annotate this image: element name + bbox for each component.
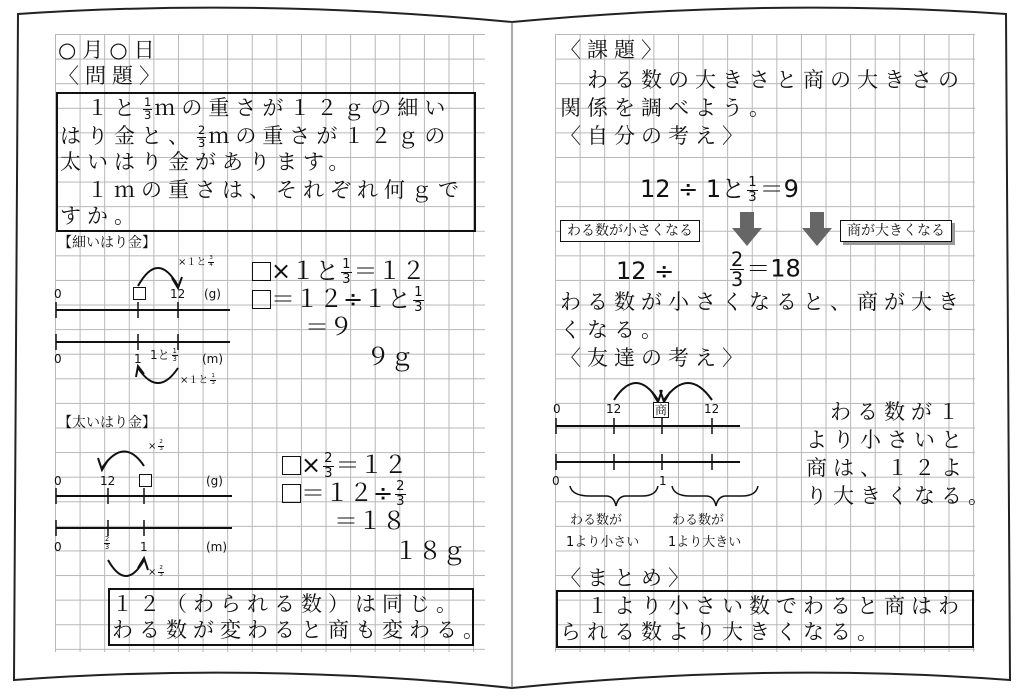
problem-line: １と $\frac{1}{3}$ ｍの重さが１２ｇの細い (60, 94, 452, 122)
axis-value: 12 (606, 402, 622, 416)
own-equation-bottom-right: $\frac{2}{3}$ ＝18 (731, 248, 801, 292)
fraction-one-third: $\frac{1}{3}$ (144, 94, 152, 122)
thick-answer: １８ｇ (394, 537, 466, 565)
own-conclusion-line: くなる。 (560, 318, 668, 342)
axis-zero: 0 (54, 352, 62, 366)
thick-equation-2: ＝１２÷ $\frac{2}{3}$ (282, 480, 408, 508)
axis-value: 12 (170, 287, 186, 301)
friend-text-line: り大きくなる。 (806, 484, 995, 508)
brace-label-left: 1より小さい (566, 535, 640, 550)
quotient-box: 商 (655, 403, 668, 417)
divisor-smaller-tag: わる数が小さくなる (560, 220, 700, 242)
thin-equation-1: ×１と $\frac{1}{3}$ ＝１２ (252, 258, 426, 286)
quotient-larger-tag: 商が大きくなる (840, 220, 952, 242)
brace-label-left: わる数が (570, 513, 623, 528)
thick-arrow-label-top: × $\frac{2}{3}$ (148, 439, 163, 452)
axis-unit: (m) (206, 540, 228, 554)
axis-zero: 0 (54, 474, 62, 488)
thick-equation-1: × $\frac{2}{3}$ ＝１２ (282, 452, 408, 480)
conclusion-line: １２（わられる数）は同じ。 (112, 592, 463, 616)
friend-text-line: わる数が１ (830, 400, 965, 424)
thin-equation-2: ＝１２÷１と $\frac{1}{3}$ (252, 286, 426, 314)
date-label: ○月○日 (58, 38, 161, 62)
axis-fraction: $\frac{2}{3}$ (105, 535, 110, 551)
thin-wire-heading: 【細いはり金】 (58, 235, 156, 251)
axis-value: 1と $\frac{1}{3}$ (150, 347, 177, 363)
problem-line: 太いはり金があります。 (60, 150, 356, 174)
axis-value: 12 (100, 474, 116, 488)
axis-one: 1 (659, 474, 667, 488)
axis-zero: 0 (54, 540, 62, 554)
thin-equation-3: ＝９ (305, 313, 353, 341)
task-heading: 〈課題〉 (560, 38, 668, 62)
summary-heading: 〈まとめ〉 (560, 566, 695, 590)
axis-value: 12 (704, 402, 720, 416)
problem-line: すか。 (60, 204, 141, 228)
thick-arrow-label-bottom: × $\frac{2}{3}$ (148, 565, 163, 578)
own-equation-top: 12 ÷ 1と $\frac{1}{3}$ ＝9 (640, 175, 799, 205)
axis-unit: (m) (202, 352, 224, 366)
brace-label-right: 1より大きい (668, 535, 742, 550)
thin-arrow-label-bottom: ×１と $\frac{1}{3}$ (180, 373, 215, 386)
problem-line: はり金と、 $\frac{2}{3}$ ｍの重さが１２ｇの (60, 122, 452, 150)
axis-one: 1 (134, 352, 142, 366)
own-equation-bottom-left: 12 ÷ (616, 257, 675, 285)
thin-answer: ９ｇ (366, 343, 414, 371)
task-line: 関係を調べよう。 (560, 96, 776, 120)
summary-line: １より小さい数でわると商はわ (560, 594, 965, 618)
thick-wire-heading: 【太いはり金】 (58, 415, 156, 431)
axis-one: 1 (140, 540, 148, 554)
axis-zero: 0 (54, 287, 62, 301)
thick-equation-3: ＝１８ (334, 507, 406, 535)
axis-unit: (g) (204, 287, 221, 301)
own-conclusion-line: わる数が小さくなると、商が大き (560, 290, 965, 314)
summary-line: られる数より大きくなる。 (560, 620, 884, 644)
friend-idea-heading: 〈友達の考え〉 (560, 346, 749, 370)
thin-arrow-label-top: ×１と $\frac{3}{4}$ (178, 255, 213, 268)
axis-unit: (g) (206, 474, 223, 488)
axis-zero: 0 (552, 474, 560, 488)
problem-heading: 〈問題〉 (58, 64, 166, 88)
own-idea-heading: 〈自分の考え〉 (560, 124, 749, 148)
conclusion-line: わる数が変わると商も変わる。 (112, 618, 490, 642)
friend-text-line: 商は、１２よ (806, 456, 968, 480)
problem-line: １ｍの重さは、それぞれ何ｇで (60, 178, 465, 202)
axis-zero: 0 (553, 402, 561, 416)
fraction-two-thirds: $\frac{2}{3}$ (198, 122, 206, 150)
task-line: わる数の大きさと商の大きさの (560, 68, 965, 92)
friend-text-line: より小さいと (806, 428, 968, 452)
brace-label-right: わる数が (672, 513, 725, 528)
